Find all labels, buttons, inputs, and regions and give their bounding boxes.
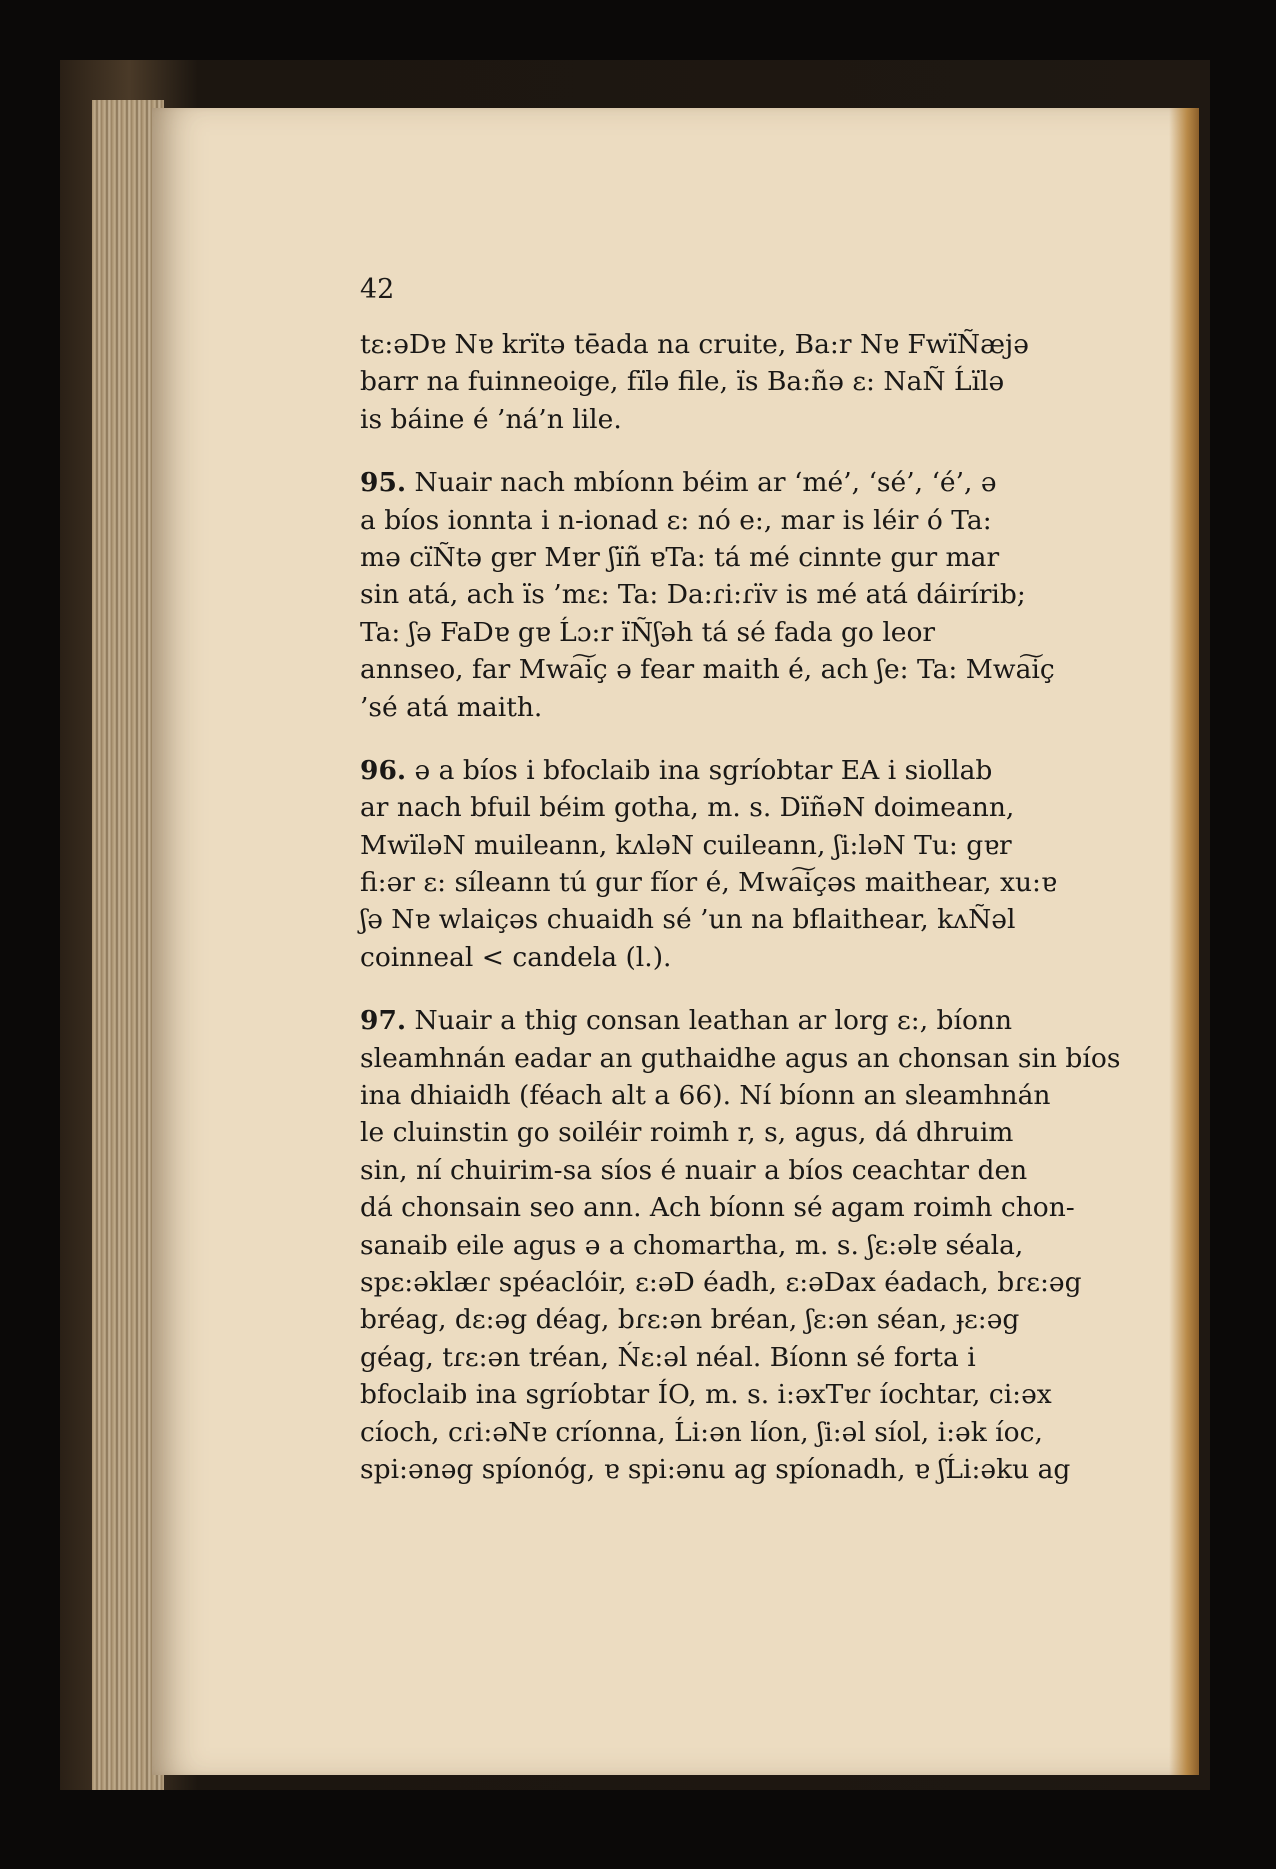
text-line <box>360 1002 1120 1039</box>
paragraph-intro <box>360 326 1120 438</box>
text-line <box>360 464 1120 501</box>
text-line: MwïləN muileann, kʌləN cuileann, ʃi:ləN Tu: gɐr <box>360 829 1012 861</box>
paragraph-number: 95. <box>360 467 407 499</box>
body-text <box>360 326 1120 1488</box>
text-line: fi:ər ɛ: síleann tú gur fíor é, Mwa͠içəs maithear, xu:ɐ <box>360 867 1057 899</box>
text-line: mə cïÑtə gɐr Mɐr ʃïñ ɐTa: tá mé cinnte gur mar <box>360 541 1000 573</box>
paragraph-number: 97. <box>360 1005 407 1037</box>
text-line: a bíos ionnta i n-ionad ɛ: nó e:, mar is léir ó Ta: <box>360 504 992 536</box>
page-number: 42 <box>360 274 395 305</box>
paragraph-96 <box>360 752 1120 976</box>
paragraph-number: 96. <box>360 754 407 786</box>
text-line: sleamhnán eadar an guthaidhe agus an chonsan sin bíos <box>360 1042 1121 1074</box>
text-line: is báine é ’ná’n lile. <box>360 403 622 435</box>
text-line: annseo, far Mwa͠iç ə fear maith é, ach ʃe: Ta: Mwa͠iç <box>360 654 1055 686</box>
line-text: Nuair nach mbíonn béim ar ‘mé’, ‘sé’, ‘é’, ə <box>406 467 997 499</box>
text-line: Ta: ʃə FaDɐ gɐ Ĺɔ:r ïÑʃəh tá sé fada go leor <box>360 616 936 648</box>
text-line: ’sé atá maith. <box>360 691 543 723</box>
text-line: spi:ənəg spíonóg, ɐ spi:ənu ag spíonadh, ɐ ʃĹi:əku ag <box>360 1453 1071 1485</box>
text-line: le cluinstin go soiléir roimh r, s, agus, dá dhruim <box>360 1117 1014 1149</box>
text-line: cíoch, cɾi:əNɐ críonna, Ĺi:ən líon, ʃi:əl síol, i:ək íoc, <box>360 1416 1043 1448</box>
text-line: bréag, dɛ:əg déag, bɾɛ:ən bréan, ʃɛ:ən séan, ɟɛ:əg <box>360 1304 1020 1336</box>
text-line: sin, ní chuirim-sa síos é nuair a bíos ceachtar den <box>360 1154 1028 1186</box>
paragraph-97 <box>360 1002 1120 1488</box>
text-line: ʃə Nɐ wlaiçəs chuaidh sé ’un na bflaithear, kʌÑəl <box>360 904 1016 936</box>
text-line: spɛ:əklæɾ spéaclóir, ɛ:əD éadh, ɛ:əDax éadach, bɾɛ:əg <box>360 1266 1082 1298</box>
text-line: ar nach bfuil béim gotha, m. s. DïñəN doimeann, <box>360 792 1015 824</box>
text-line <box>360 752 1120 789</box>
text-line: coinneal < candela (l.). <box>360 941 672 973</box>
line-text: ə a bíos i bfoclaib ina sgríobtar EA i siollab <box>406 754 993 786</box>
page-right-edge <box>1169 108 1199 1775</box>
text-line: sanaib eile agus ə a chomartha, m. s. ʃɛ:əlɐ séala, <box>360 1229 1024 1261</box>
text-line: géag, tɾɛ:ən tréan, Ńɛ:əl néal. Bíonn sé forta i <box>360 1341 976 1373</box>
text-line: barr na fuinneoige, fïlə file, ïs Ba:ñə ɛ: NaÑ Ĺïlə <box>360 366 1005 398</box>
line-text: Nuair a thig consan leathan ar lorg ɛ:, bíonn <box>406 1005 1013 1037</box>
paragraph-95 <box>360 464 1120 726</box>
text-line: dá chonsain seo ann. Ach bíonn sé agam roimh chon- <box>360 1192 1075 1224</box>
text-line: ina dhiaidh (féach alt a 66). Ní bíonn an sleamhnán <box>360 1080 1051 1112</box>
text-line: bfoclaib ina sgríobtar ÍO, m. s. i:əxTɐɾ íochtar, ci:əx <box>360 1379 1052 1411</box>
text-line: tɛ:əDɐ Nɐ krïtə tēada na cruite, Ba:r Nɐ FwïÑæjə <box>360 329 1029 360</box>
text-line: sin atá, ach ïs ’mɛ: Ta: Da:ɾi:ɾïv is mé atá dáirírib; <box>360 579 1026 611</box>
